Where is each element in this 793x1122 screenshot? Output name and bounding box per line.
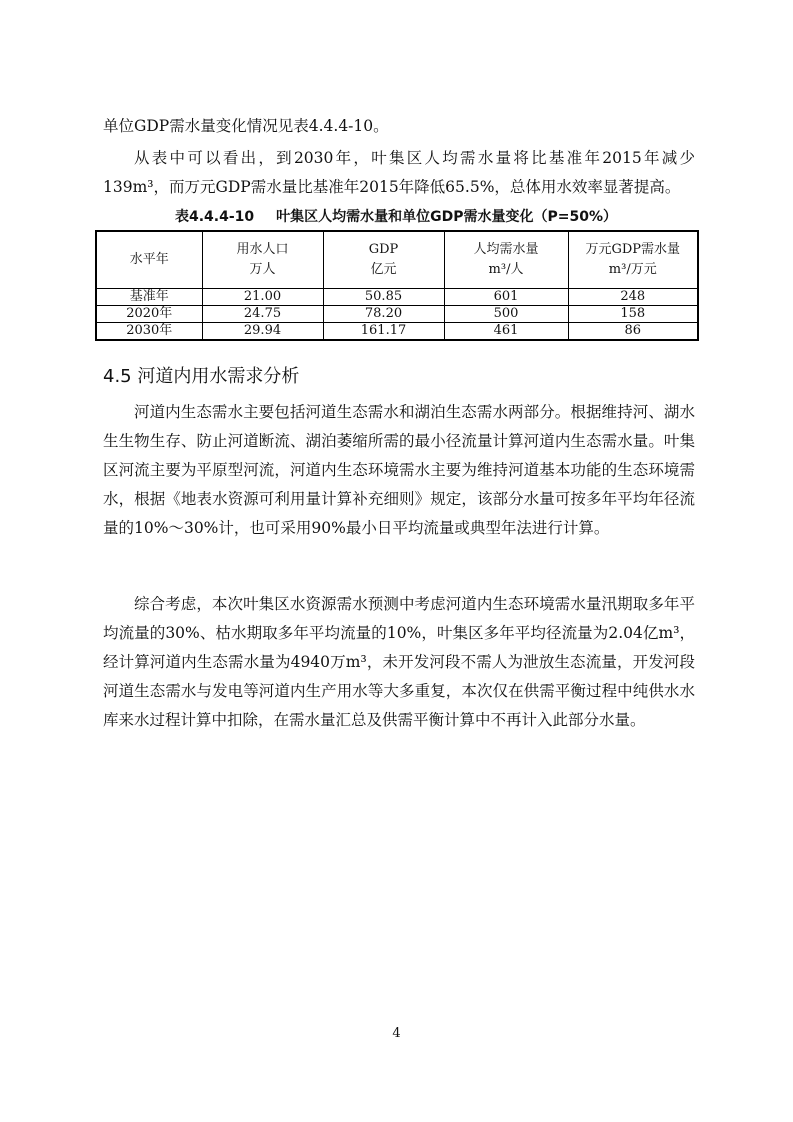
table-row [96, 306, 698, 323]
paragraph-calculation: 综合考虑，本次叶集区水资源需水预测中考虑河道内生态环境需水量汛期取多年平均流量的30%、枯水期取多年平均流量的10%，叶集区多年平均径流量为2.04亿m³，经计算河道内生态需水量为4940万m³，未开发河段不需人为泄放生态流量，开发河段河道生态需水与发电等河道内生产用水等大多重复，本次仅在供需平衡过程中纯供水水库来水过程计算中扣除，在需水量汇总及供需平衡计算中不再计入此部分水量。 [103, 595, 695, 729]
table-header-row [96, 231, 698, 289]
table-cell: 500 [444, 306, 568, 323]
table-cell: 78.20 [323, 306, 444, 323]
paragraph-summary: 从表中可以看出，到2030年，叶集区人均需水量将比基准年2015年减少139m³，而万元GDP需水量比基准年2015年降低65.5%，总体用水效率显著提高。 [103, 149, 695, 196]
table-cell: 461 [444, 323, 568, 341]
header-per-capita-demand: 人均需水量 m³/人 [444, 231, 568, 289]
table-cell: 158 [568, 306, 698, 323]
header-per-gdp-demand: 万元GDP需水量 m³/万元 [568, 231, 698, 289]
table-row [96, 323, 698, 341]
table-cell: 161.17 [323, 323, 444, 341]
table-cell: 248 [568, 289, 698, 306]
table-cell: 基准年 [96, 289, 202, 306]
table-caption-title: 叶集区人均需水量和单位GDP需水量变化（P=50%） [276, 209, 618, 225]
table-caption [95, 206, 697, 226]
water-demand-table [95, 230, 699, 341]
page-number: 4 [392, 1026, 401, 1041]
paragraph-intro: 单位GDP需水量变化情况见表4.4.4-10。 [103, 117, 389, 135]
table-row [96, 289, 698, 306]
table-cell: 2030年 [96, 323, 202, 341]
header-gdp: GDP 亿元 [323, 231, 444, 289]
section-title: 河道内用水需求分析 [137, 366, 300, 387]
table-cell: 86 [568, 323, 698, 341]
paragraph-ecological-demand: 河道内生态需水主要包括河道生态需水和湖泊生态需水两部分。根据维持河、湖水生生物生存、防止河道断流、湖泊萎缩所需的最小径流量计算河道内生态需水量。叶集区河流主要为平原型河流，河道内生态环境需水主要为维持河道基本功能的生态环境需水，根据《地表水资源可利用量计算补充细则》规定，该部分水量可按多年平均年径流量的10%～30%计，也可采用90%最小日平均流量或典型年法进行计算。 [103, 403, 695, 537]
table-cell: 24.75 [202, 306, 323, 323]
table-cell: 2020年 [96, 306, 202, 323]
header-level-year: 水平年 [96, 231, 202, 289]
table-caption-number: 表4.4.4-10 [174, 209, 255, 225]
section-number: 4.5 [103, 366, 132, 387]
table-cell: 21.00 [202, 289, 323, 306]
header-population: 用水人口 万人 [202, 231, 323, 289]
table-cell: 601 [444, 289, 568, 306]
section-heading [103, 362, 299, 388]
table-cell: 29.94 [202, 323, 323, 341]
table-cell: 50.85 [323, 289, 444, 306]
